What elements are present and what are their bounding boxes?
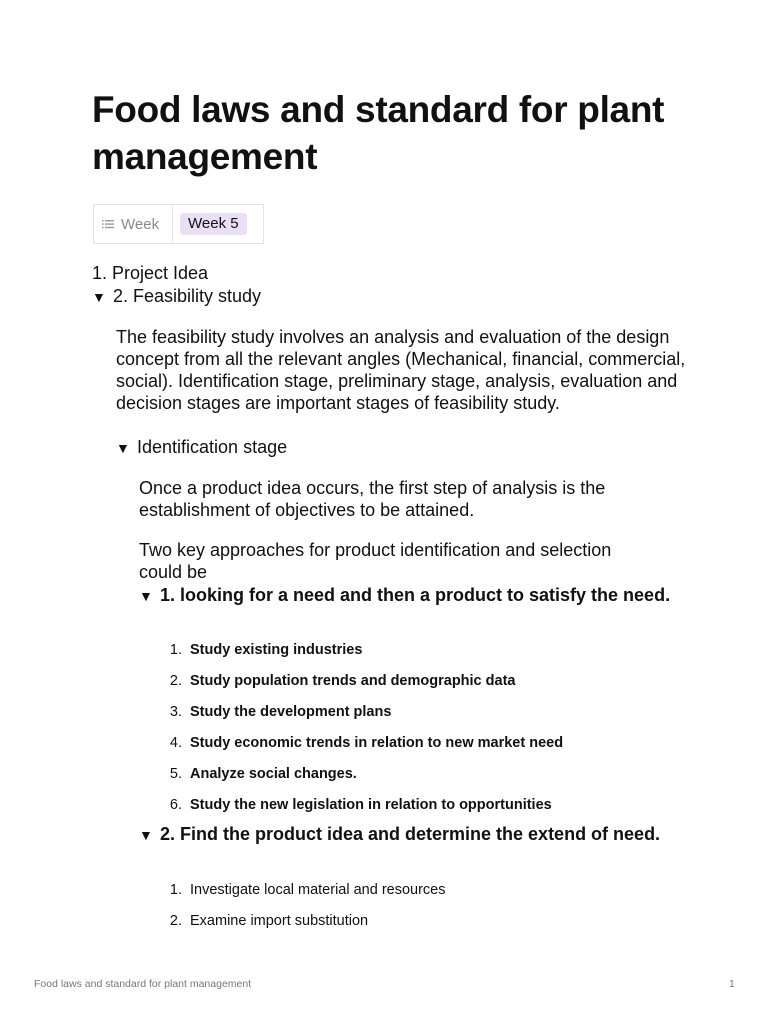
triangle-down-icon[interactable]: ▼ bbox=[139, 827, 153, 843]
list-item: 2. Study population trends and demographic data bbox=[169, 673, 516, 689]
feasibility-paragraph: The feasibility study involves an analysis and evaluation of the design concept from all the relevant angles (Mechanical, financial, commercial, social). Identification stage, preliminary stage, analysis, evaluation and decision stages are important stages of feasibility study. bbox=[116, 327, 686, 413]
property-value[interactable] bbox=[173, 205, 263, 243]
list-item: 1. Investigate local material and resources bbox=[169, 882, 446, 898]
list-item: 6. Study the new legislation in relation to opportunities bbox=[169, 797, 552, 813]
property-name bbox=[94, 205, 173, 243]
approach-1-list bbox=[161, 641, 563, 827]
triangle-down-icon[interactable]: ▼ bbox=[116, 440, 130, 456]
triangle-down-icon[interactable]: ▼ bbox=[92, 289, 106, 305]
list-item: 5. Analyze social changes. bbox=[169, 766, 357, 782]
list-item: 4. Study economic trends in relation to new market need bbox=[169, 735, 564, 751]
list-icon bbox=[102, 219, 114, 229]
property-name-label: Week bbox=[121, 215, 160, 233]
identification-paragraph: Once a product idea occurs, the first step of analysis is the establishment of objectives to be attained. bbox=[139, 478, 606, 520]
page-title: Food laws and standard for plant management bbox=[92, 89, 665, 177]
triangle-down-icon[interactable]: ▼ bbox=[139, 588, 153, 604]
toggle-label: 2. Find the product idea and determine the extend of need. bbox=[160, 824, 661, 844]
list-item-project-idea: 1. Project Idea bbox=[92, 263, 209, 283]
week-tag[interactable]: Week 5 bbox=[180, 213, 247, 235]
toggle-approach-1[interactable] bbox=[139, 583, 679, 608]
list-item: 2. Examine import substitution bbox=[169, 913, 369, 929]
approaches-paragraph: Two key approaches for product identification and selection could be bbox=[139, 540, 612, 582]
toggle-label: Identification stage bbox=[137, 437, 288, 457]
toggle-label: 2. Feasibility study bbox=[113, 286, 262, 306]
list-item: 1. Study existing industries bbox=[169, 642, 363, 658]
page-number: 1 bbox=[729, 978, 735, 990]
toggle-approach-2[interactable] bbox=[139, 822, 679, 847]
property-row bbox=[93, 204, 264, 244]
toggle-identification-stage[interactable] bbox=[116, 436, 287, 459]
list-item: 3. Study the development plans bbox=[169, 704, 392, 720]
footer-title: Food laws and standard for plant management bbox=[34, 978, 252, 990]
toggle-label: 1. looking for a need and then a product to satisfy the need. bbox=[160, 585, 671, 605]
toggle-feasibility-study[interactable] bbox=[92, 285, 261, 308]
approach-2-list bbox=[161, 881, 446, 943]
